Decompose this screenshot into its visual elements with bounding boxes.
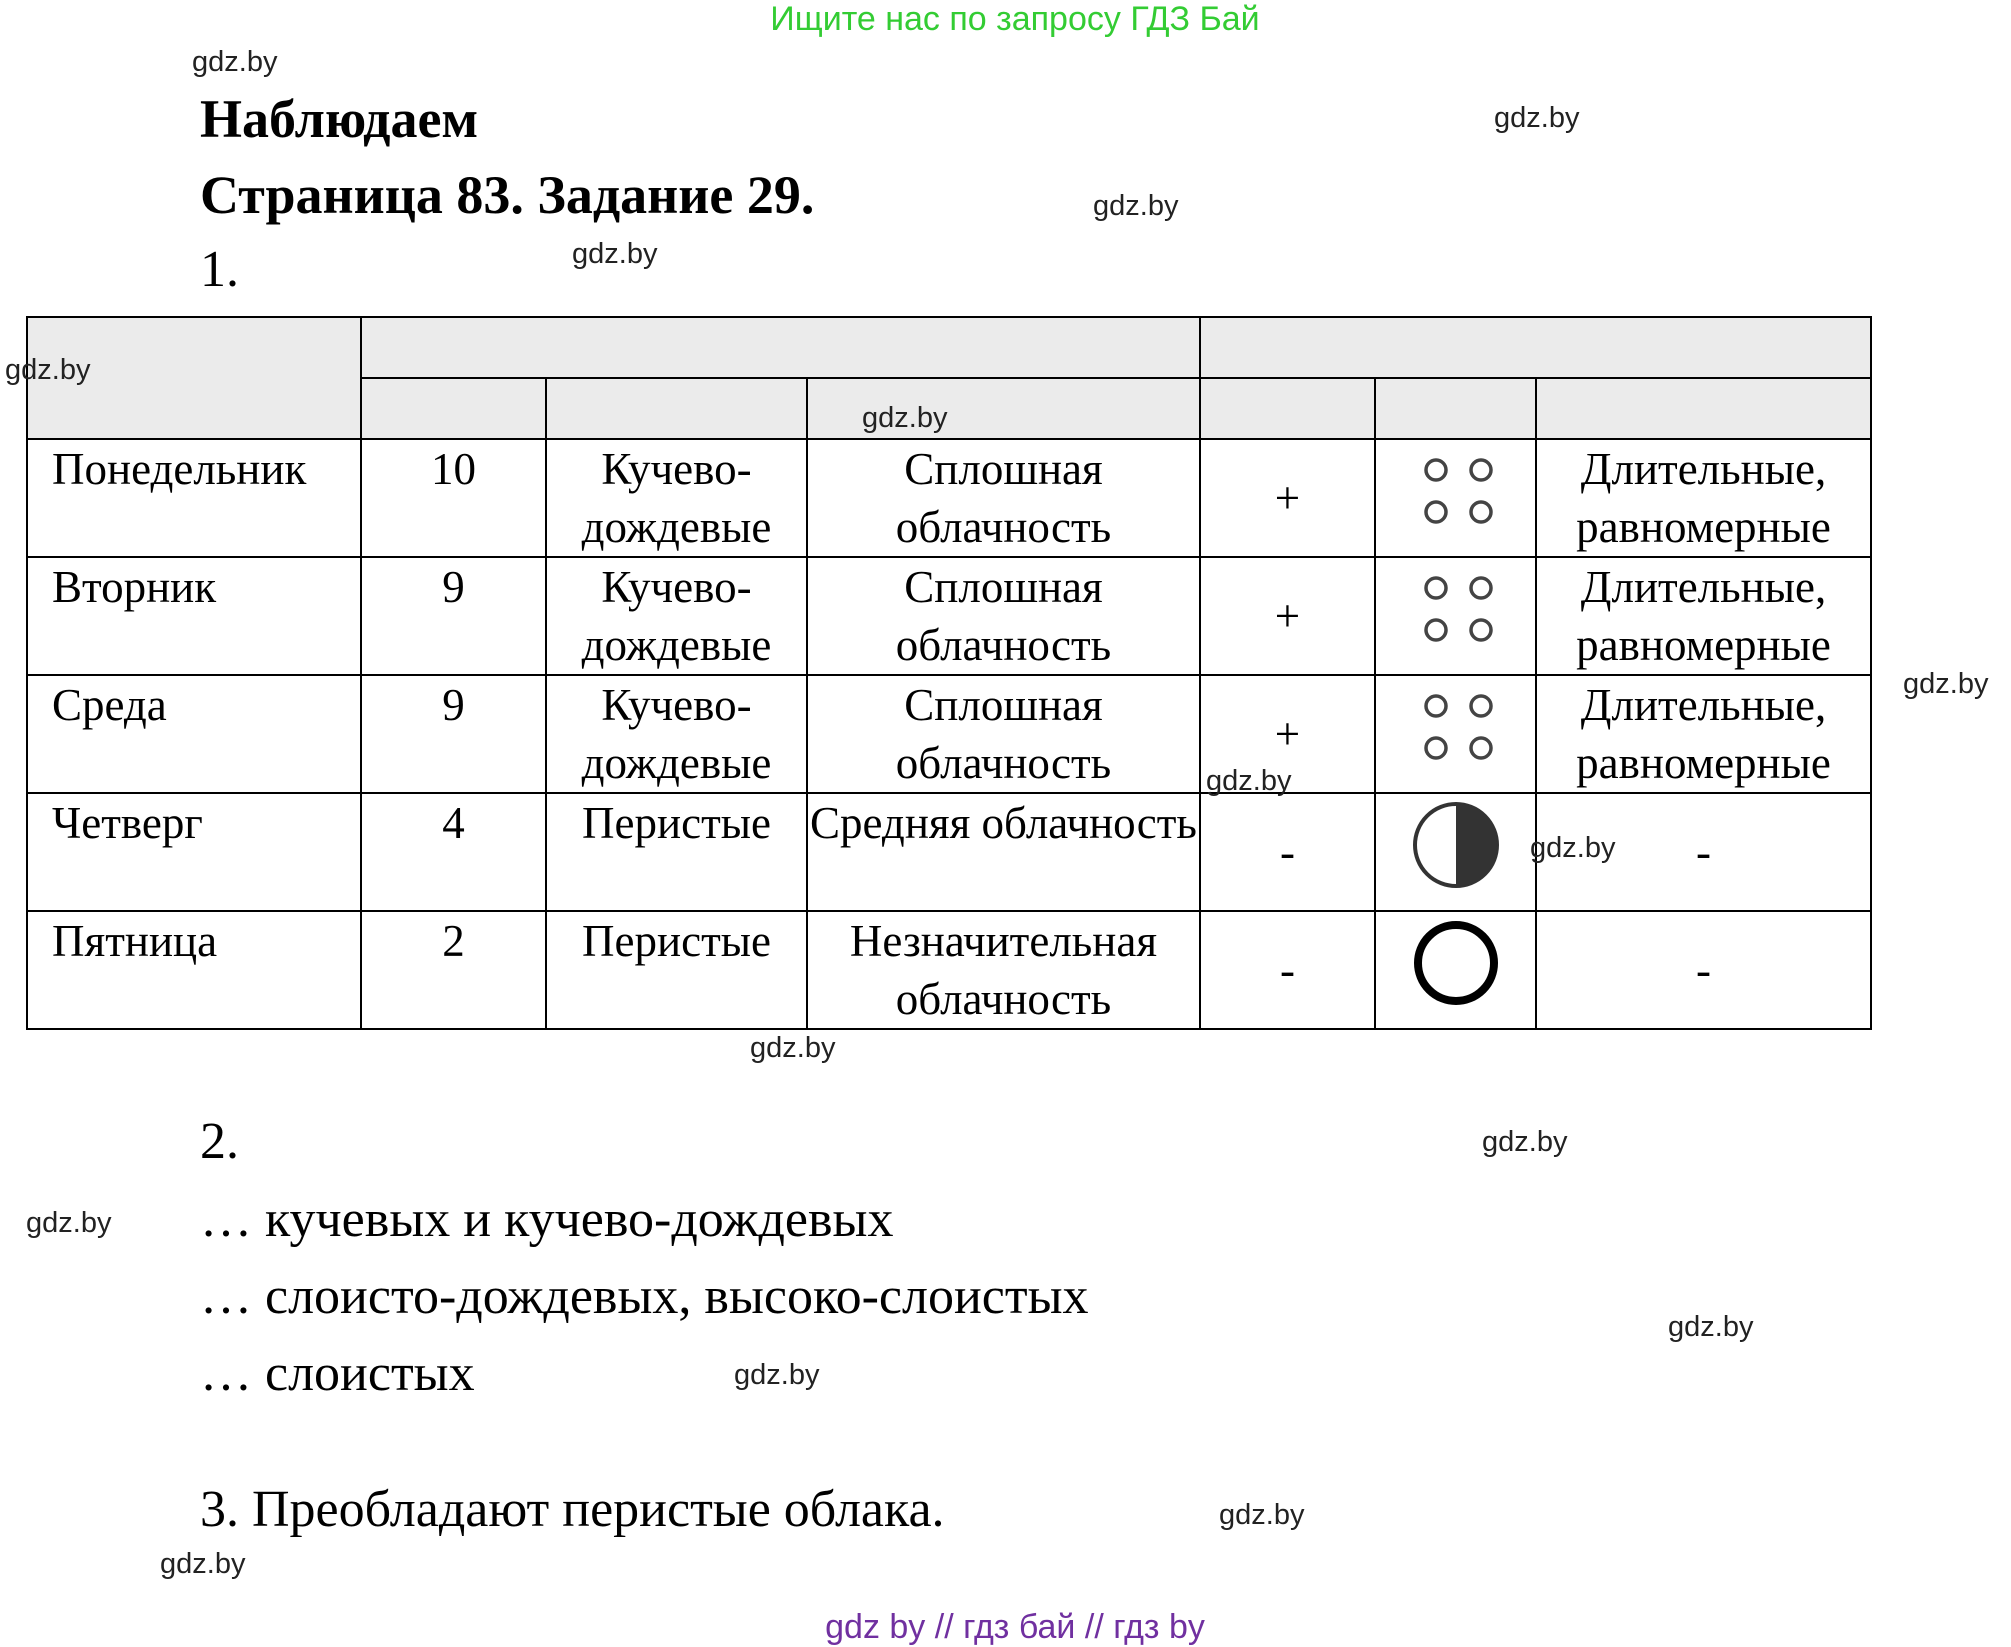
header-cell <box>546 378 807 439</box>
watermark: gdz.by <box>5 354 91 386</box>
cloud-type-cell: Перистые <box>546 911 807 1029</box>
header-cell <box>1375 378 1536 439</box>
footer-links[interactable]: gdz by // гдз бай // гдз by <box>825 1608 1205 1646</box>
day-cell: Четверг <box>27 793 361 911</box>
clear-icon <box>1406 913 1506 1027</box>
precipitation-type-cell: Длительные, равномерные <box>1536 675 1871 793</box>
cloudiness-cell: Сплошная облачность <box>807 557 1200 675</box>
watermark: gdz.by <box>734 1359 820 1391</box>
cloud-type-cell: Кучево-дождевые <box>546 675 807 793</box>
task-heading: Страница 83. Задание 29. <box>200 165 815 225</box>
precipitation-cell: + <box>1200 439 1375 557</box>
table-row <box>27 439 1871 557</box>
day-cell: Вторник <box>27 557 361 675</box>
cloud-type-cell: Кучево-дождевые <box>546 439 807 557</box>
cloudiness-cell: Сплошная облачность <box>807 675 1200 793</box>
section-3-answer: 3. Преобладают перистые облака. <box>200 1481 945 1538</box>
precipitation-type-cell: - <box>1536 793 1871 911</box>
header-cell <box>1200 378 1375 439</box>
table-row <box>27 557 1871 675</box>
half-cloudy-icon <box>1406 795 1506 909</box>
weather-symbol-cell <box>1375 439 1536 557</box>
weather-symbol-cell <box>1375 793 1536 911</box>
watermark: gdz.by <box>160 1548 246 1580</box>
cloudiness-cell: Сплошная облачность <box>807 439 1200 557</box>
day-cell: Среда <box>27 675 361 793</box>
cloud-type-cell: Перистые <box>546 793 807 911</box>
section-2-label: 2. <box>200 1113 239 1170</box>
value-cell: 10 <box>361 439 546 557</box>
weather-symbol-cell <box>1375 557 1536 675</box>
header-cell <box>1536 378 1871 439</box>
table-row <box>27 911 1871 1029</box>
search-banner[interactable]: Ищите нас по запросу ГДЗ Бай <box>770 0 1260 38</box>
watermark: gdz.by <box>572 238 658 270</box>
watermark: gdz.by <box>192 46 278 78</box>
rain-icon <box>1406 682 1506 786</box>
precipitation-cell: + <box>1200 557 1375 675</box>
watermark: gdz.by <box>1903 668 1989 700</box>
table-row <box>27 675 1871 793</box>
watermark: gdz.by <box>1093 190 1179 222</box>
watermark: gdz.by <box>1494 102 1580 134</box>
weather-symbol-cell <box>1375 675 1536 793</box>
answer-line: … слоисто-дождевых, высоко-слоистых <box>200 1268 1089 1325</box>
watermark: gdz.by <box>1668 1311 1754 1343</box>
section-1-label: 1. <box>200 241 239 298</box>
watermark: gdz.by <box>862 402 948 434</box>
precipitation-type-cell: Длительные, равномерные <box>1536 439 1871 557</box>
watermark: gdz.by <box>26 1207 112 1239</box>
day-cell: Пятница <box>27 911 361 1029</box>
precipitation-type-cell: - <box>1536 911 1871 1029</box>
value-cell: 9 <box>361 557 546 675</box>
page-title: Наблюдаем <box>200 89 479 149</box>
weather-symbol-cell <box>1375 911 1536 1029</box>
watermark: gdz.by <box>1530 832 1616 864</box>
value-cell: 9 <box>361 675 546 793</box>
answer-line: … слоистых <box>200 1345 475 1402</box>
day-cell: Понедельник <box>27 439 361 557</box>
value-cell: 4 <box>361 793 546 911</box>
cloudiness-cell: Незначительная облачность <box>807 911 1200 1029</box>
observation-table <box>26 316 1872 1030</box>
watermark: gdz.by <box>750 1032 836 1064</box>
precipitation-cell: + <box>1200 675 1375 793</box>
header-cell <box>1200 317 1871 378</box>
watermark: gdz.by <box>1206 765 1292 797</box>
cloud-type-cell: Кучево-дождевые <box>546 557 807 675</box>
header-cell <box>361 317 1200 378</box>
watermark: gdz.by <box>1482 1126 1568 1158</box>
value-cell: 2 <box>361 911 546 1029</box>
watermark: gdz.by <box>1219 1499 1305 1531</box>
rain-icon <box>1406 446 1506 550</box>
answer-line: … кучевых и кучево-дождевых <box>200 1191 894 1248</box>
cloudiness-cell: Средняя облачность <box>807 793 1200 911</box>
precipitation-cell: - <box>1200 793 1375 911</box>
precipitation-type-cell: Длительные, равномерные <box>1536 557 1871 675</box>
rain-icon <box>1406 564 1506 668</box>
header-cell <box>361 378 546 439</box>
precipitation-cell: - <box>1200 911 1375 1029</box>
